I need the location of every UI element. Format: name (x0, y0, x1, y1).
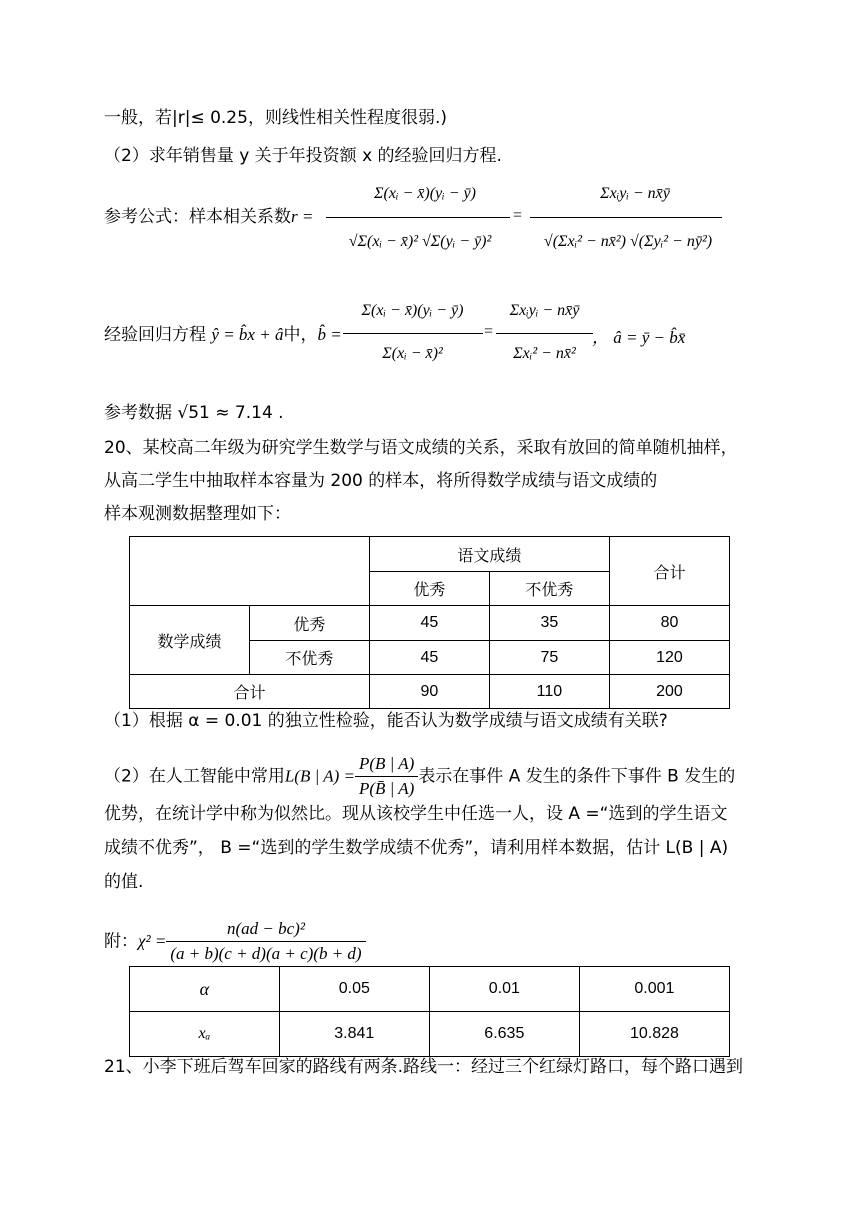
cell: 200 (609, 675, 729, 709)
b-numerator-2: Σxᵢyᵢ − nx̄ȳ (509, 302, 580, 319)
alpha-cell: 0.01 (429, 967, 579, 1012)
q21-line-1: 21、小李下班后驾车回家的路线有两条.路线一：经过三个红绿灯路口，每个路口遇到 (104, 1057, 744, 1077)
x-cell: 6.635 (429, 1012, 579, 1057)
alpha-cell: 0.05 (279, 967, 429, 1012)
r-lhs: r = (291, 207, 314, 226)
table-row (130, 606, 730, 641)
r-denominator-1: √Σ(xᵢ − x̄)² √Σ(yᵢ − ȳ)² (348, 233, 492, 250)
b-fraction-bar-1 (343, 333, 483, 334)
b-denominator-2: Σxᵢ² − nx̄² (513, 345, 576, 362)
q20-part-2-line-4: 的值. (104, 872, 144, 892)
cell: 110 (489, 675, 609, 709)
cell: 35 (489, 606, 609, 641)
q20-line-2: 从高二学生中抽取样本容量为 200 的样本，将所得数学成绩与语文成绩的 (104, 471, 658, 491)
question-2-text: （2）求年销售量 y 关于年投资额 x 的经验回归方程. (104, 146, 502, 166)
q20-part-2-line-2: 优势，在统计学中称为似然比。现从该校学生中任选一人，设 A =“选到的学生语文 (104, 804, 728, 824)
r-numerator-1: Σ(xᵢ − x̄)(yᵢ − ȳ) (374, 185, 476, 202)
formula-ref-label: 参考公式：样本相关系数r = (104, 207, 314, 227)
cell: 45 (369, 641, 489, 675)
row-label: 不优秀 (249, 641, 369, 675)
q20-line-1: 20、某校高二年级为研究学生数学与语文成绩的关系，采取有放回的简单随机抽样， (104, 438, 738, 458)
b-lhs: b̂ = (317, 325, 342, 344)
chi-square-fraction: $\frac{\text{n(ad − bc)²}}{(a + b)(c + d)(a + c)(b + d)}$ (166, 917, 365, 966)
r-equals: = (513, 207, 523, 224)
intro-line-1: 一般，若|r|≤ 0.25，则线性相关性程度很弱.) (104, 108, 447, 128)
contingency-table (129, 536, 730, 709)
r-fraction-bar-1 (326, 217, 510, 218)
table-corner (130, 537, 370, 606)
total-row-label: 合计 (130, 675, 370, 709)
r-denominator-2: √(Σxᵢ² − nx̄²) √(Σyᵢ² − nȳ²) (543, 233, 713, 250)
header-excellent: 优秀 (369, 572, 489, 606)
b-denominator-1: Σ(xᵢ − x̄)² (382, 345, 443, 362)
cell: 90 (369, 675, 489, 709)
regression-equation: ŷ = b̂x + â (211, 325, 284, 344)
likelihood-lhs: L(B | A) = (284, 766, 355, 786)
chinese-score-header: 语文成绩 (369, 537, 609, 572)
x-alpha-label: xₐ (130, 1012, 280, 1057)
table-total-row (130, 675, 730, 709)
total-header: 合计 (609, 537, 729, 606)
alpha-cell: 0.001 (579, 967, 729, 1012)
q20-part-1: （1）根据 α = 0.01 的独立性检验，能否认为数学成绩与语文成绩有关联? (104, 711, 668, 731)
header-not-excellent: 不优秀 (489, 572, 609, 606)
x-cell: 10.828 (579, 1012, 729, 1057)
q20-line-3: 样本观测数据整理如下： (104, 504, 291, 524)
b-numerator-1: Σ(xᵢ − x̄)(yᵢ − ȳ) (361, 302, 464, 319)
alpha-label: α (130, 967, 280, 1012)
q20-part-2: （2）在人工智能中常用L(B | A) = $\frac{P(B | A)}{P(B̄ | A)}$ 表示在事件 A 发生的条件下事件 B 发生的 (104, 752, 735, 801)
b-fraction-bar-2 (496, 333, 593, 334)
row-label: 优秀 (249, 606, 369, 641)
cell: 120 (609, 641, 729, 675)
likelihood-fraction: $\frac{P(B | A)}{P(B̄ | A)}$ (355, 752, 418, 801)
cell: 45 (369, 606, 489, 641)
critical-value-table (129, 966, 730, 1057)
cell: 75 (489, 641, 609, 675)
b-equals: = (484, 323, 494, 340)
appendix: 附：χ² = $\frac{\text{n(ad − bc)²}}{(a + b)(c + d)(a + c)(b + d)}$ (104, 917, 366, 966)
math-score-label: 数学成绩 (130, 606, 250, 675)
cell: 80 (609, 606, 729, 641)
reference-data: 参考数据 √51 ≈ 7.14 . (104, 403, 284, 423)
x-cell: 3.841 (279, 1012, 429, 1057)
chi-square-lhs: χ² = (138, 931, 167, 951)
regression-label: 经验回归方程 ŷ = b̂x + â中，b̂ = (104, 325, 342, 345)
a-equation: ， â = ȳ − b̂x̄ (592, 328, 686, 347)
r-fraction-bar-2 (530, 217, 722, 218)
q20-part-2-line-3: 成绩不优秀”， B =“选到的学生数学成绩不优秀”，请利用样本数据，估计 L(B | A) (104, 838, 729, 858)
r-numerator-2: Σxᵢyᵢ − nx̄ȳ (600, 185, 670, 202)
